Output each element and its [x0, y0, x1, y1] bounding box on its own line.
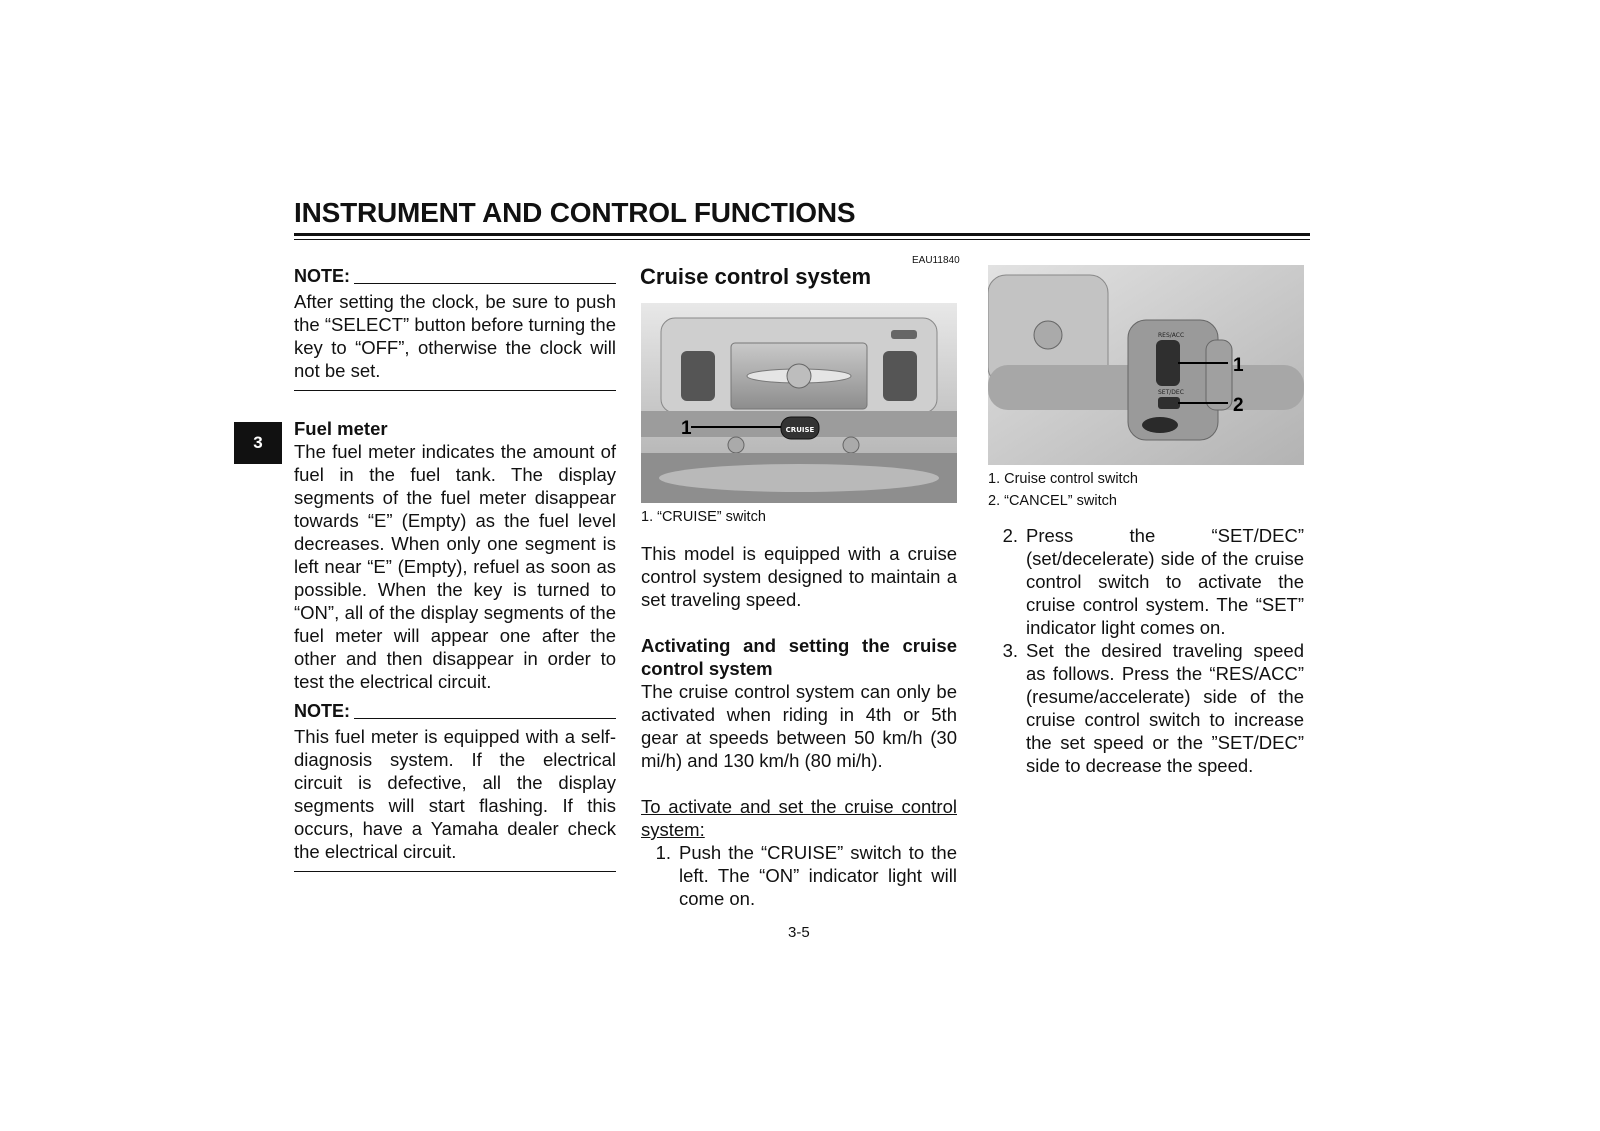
- res-acc-label: RES/ACC: [1158, 332, 1185, 339]
- page-title: INSTRUMENT AND CONTROL FUNCTIONS: [294, 197, 856, 228]
- photo-caption: 2. “CANCEL” switch: [988, 493, 1117, 509]
- note-label: NOTE:: [294, 701, 350, 721]
- step-text: Set the desired traveling speed as follows. Press the “RES/ACC” (resume/accelerate) side of the cruise control switch to increase the set speed or the ”SET/DEC” side to decrease the speed.: [1026, 640, 1304, 776]
- title-rule-thin: [294, 239, 1310, 240]
- note-text: After setting the clock, be sure to push the “SELECT” button before turning the key to “OFF”, otherwise the clock will not be set.: [294, 291, 616, 381]
- fuel-meter-text: The fuel meter indicates the amount of fuel in the fuel tank. The display segments of the fuel meter disappear towards “E” (Empty) as the fuel level decreases. When only one segment is left near “E” (Empty), refuel as soon as possible. When the key is turned to “ON”, all of the display segments of the fuel meter will appear one after the other and then disappear in order to test the electrical circuit.: [294, 441, 616, 692]
- photo-caption: 1. Cruise control switch: [988, 471, 1138, 487]
- document-code: EAU11840: [912, 255, 960, 266]
- middle-column: [641, 542, 957, 910]
- fuel-meter-heading: Fuel meter: [294, 418, 388, 439]
- note-text: This fuel meter is equipped with a self-diagnosis system. If the electrical circuit is defective, all the display segments will start flashing. If this occurs, have a Yamaha dealer check the electrical circuit.: [294, 726, 616, 862]
- page-number: 3-5: [788, 924, 810, 941]
- handlebar-switch-illustration: [988, 265, 1304, 465]
- note-heading: [294, 266, 616, 288]
- handlebar-switch-photo: [988, 265, 1304, 465]
- cruise-button-label: CRUISE: [785, 426, 815, 434]
- procedure-title: To activate and set the cruise control system:: [641, 796, 957, 840]
- list-item: [641, 841, 957, 910]
- note-label: NOTE:: [294, 266, 350, 286]
- cruise-switch-illustration: [641, 303, 957, 503]
- chapter-tab: 3: [234, 422, 282, 464]
- title-rule: [294, 233, 1310, 236]
- list-item: [988, 639, 1304, 777]
- step-text: Push the “CRUISE” switch to the left. The “ON” indicator light will come on.: [679, 842, 957, 909]
- activating-heading: Activating and setting the cruise control system: [641, 635, 957, 679]
- step-number: 2.: [1002, 525, 1018, 546]
- right-column: [988, 524, 1304, 777]
- cruise-switch-photo: [641, 303, 957, 503]
- photo-callout-1: 1: [681, 418, 692, 439]
- activating-text: The cruise control system can only be activated when riding in 4th or 5th gear at speeds between 50 km/h (30 mi/h) and 130 km/h (80 mi/h).: [641, 681, 957, 771]
- left-column: [294, 266, 616, 872]
- intro-text: This model is equipped with a cruise control system designed to maintain a set traveling speed.: [641, 543, 957, 610]
- note-rule: [354, 718, 616, 719]
- note-end-rule: [294, 390, 616, 391]
- section-heading: Cruise control system: [640, 264, 872, 289]
- list-item: [988, 524, 1304, 639]
- note-heading: [294, 701, 616, 723]
- step-text: Press the “SET/DEC” (set/decelerate) side of the cruise control switch to activate the cruise control system. The “SET” indicator light comes on.: [1026, 525, 1304, 638]
- photo-callout-1: 1: [1233, 355, 1244, 376]
- note-end-rule: [294, 871, 616, 872]
- set-dec-label: SET/DEC: [1158, 389, 1184, 396]
- note-rule: [354, 283, 616, 284]
- photo-caption: 1. “CRUISE” switch: [641, 509, 766, 525]
- step-number: 1.: [655, 842, 671, 863]
- photo-callout-2: 2: [1233, 395, 1244, 416]
- step-number: 3.: [1002, 640, 1018, 661]
